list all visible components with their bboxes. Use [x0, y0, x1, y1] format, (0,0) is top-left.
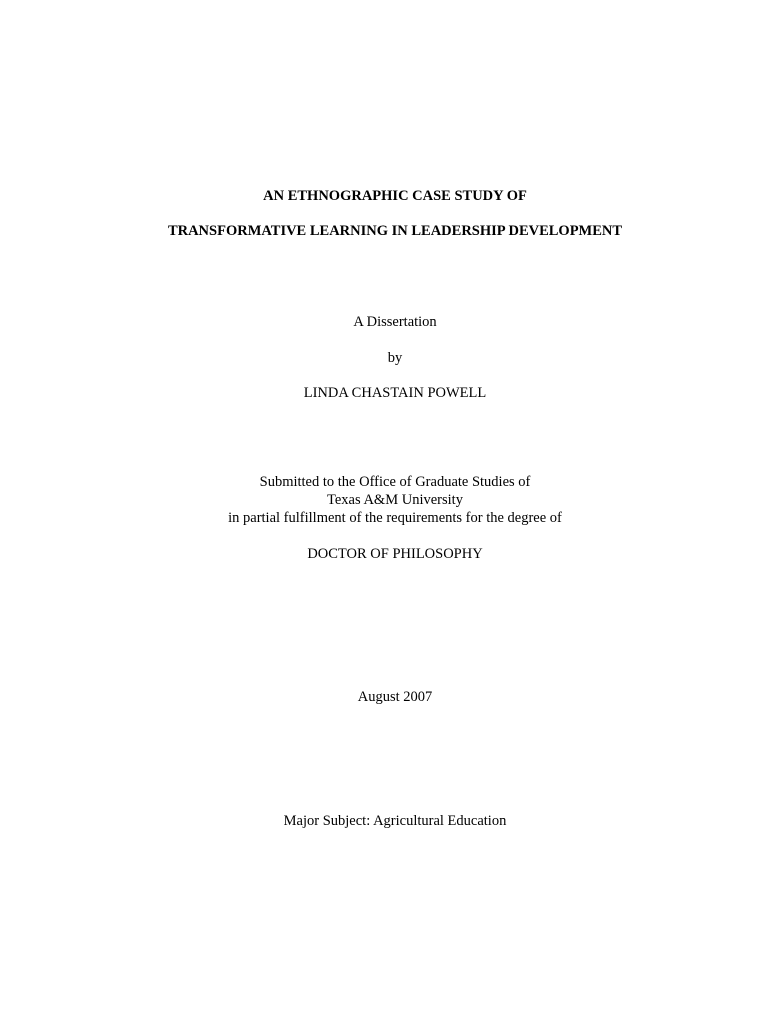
- submission-line-3: in partial fulfillment of the requirements for the degree of: [228, 510, 562, 526]
- author-name: LINDA CHASTAIN POWELL: [303, 385, 487, 401]
- submission-line-2: Texas A&M University: [327, 492, 463, 508]
- submission-line-1: Submitted to the Office of Graduate Studies of: [259, 474, 531, 490]
- major-subject: Major Subject: Agricultural Education: [283, 813, 507, 829]
- document-type: A Dissertation: [353, 314, 437, 330]
- degree: DOCTOR OF PHILOSOPHY: [307, 546, 483, 562]
- by-label: by: [387, 350, 403, 366]
- date: August 2007: [357, 689, 433, 705]
- title-line-1: AN ETHNOGRAPHIC CASE STUDY OF: [263, 188, 527, 204]
- title-line-2: TRANSFORMATIVE LEARNING IN LEADERSHIP DEVELOPMENT: [167, 223, 623, 239]
